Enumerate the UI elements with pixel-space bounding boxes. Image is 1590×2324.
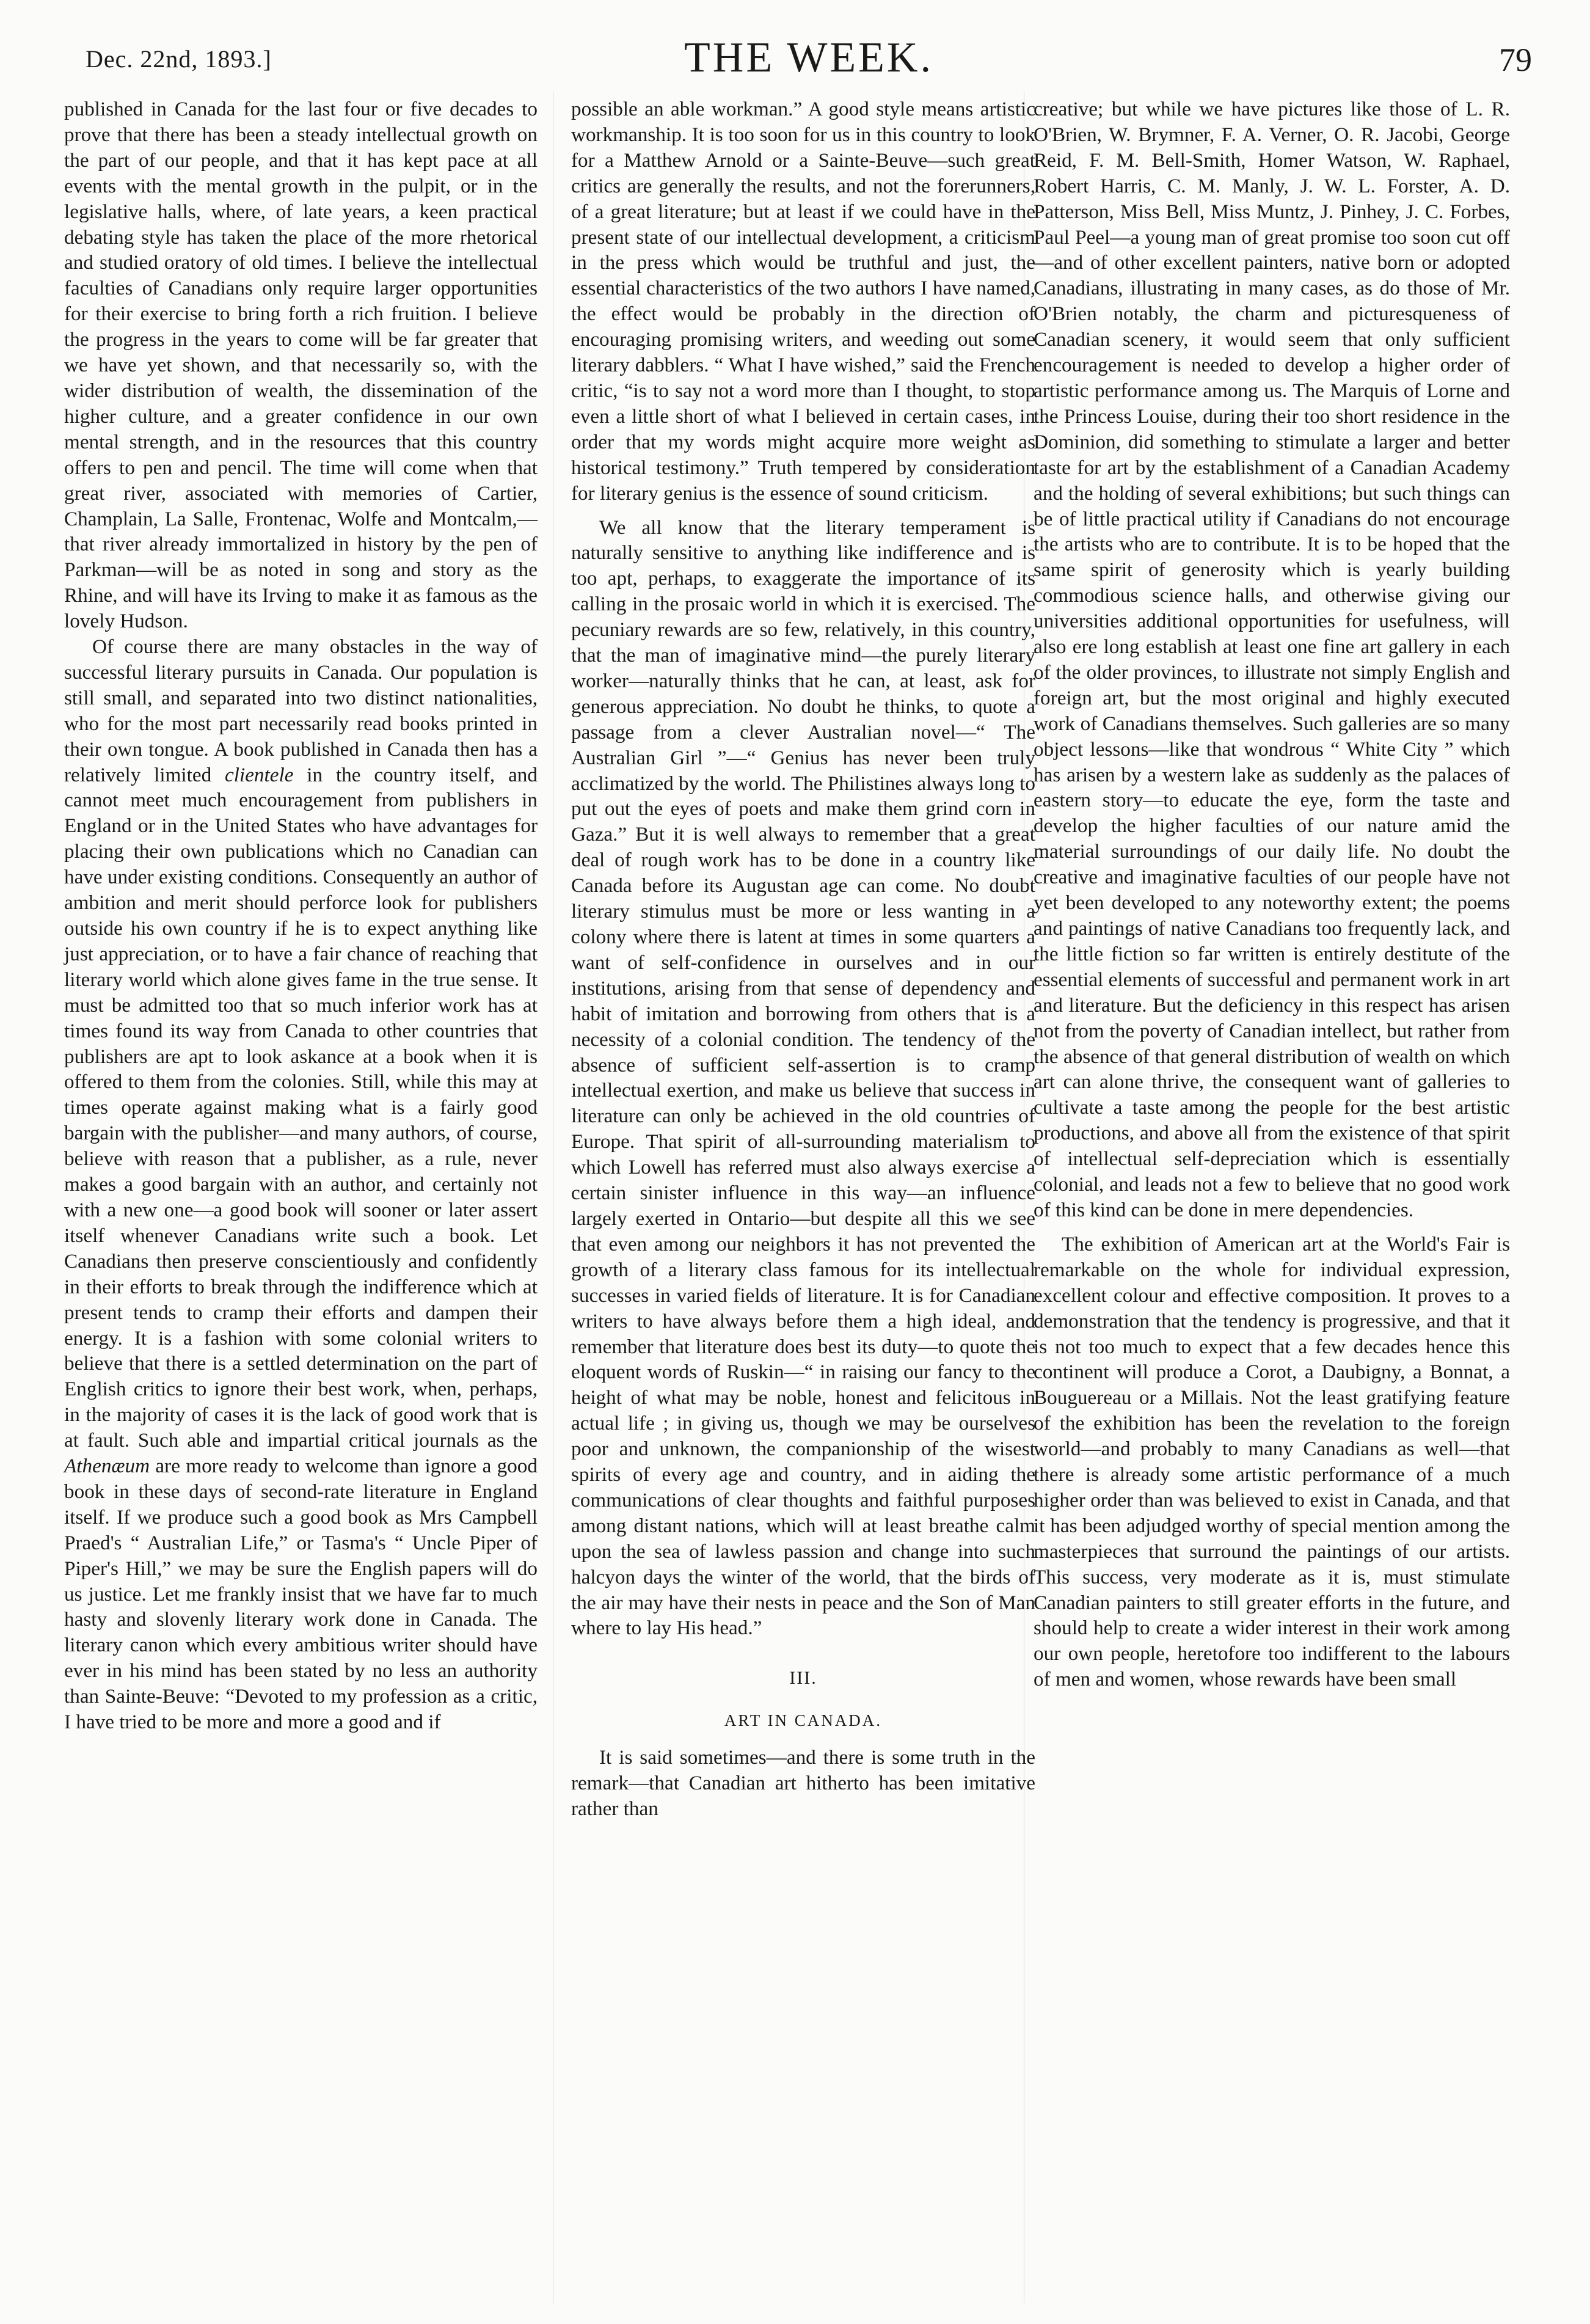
- header-date: Dec. 22nd, 1893.]: [86, 45, 272, 73]
- publication-title: THE WEEK.: [684, 34, 933, 81]
- paragraph: It is said sometimes—and there is some truth in the remark—that Canadian art hitherto has been imitative rather than: [571, 1746, 1035, 1820]
- page-header: [86, 34, 1532, 89]
- paragraph: creative; but while we have pictures like those of L. R. O'Brien, W. Brymner, F. A. Verner, O. R. Jacobi, George Reid, F. M. Bell-Smith, Homer Watson, W. Raphael, Robert Harris, C. M. Manly, J. W. L. Forster, A. D. Patterson, Miss Bell, Miss Muntz, J. Pinhey, J. C. Forbes, Paul Peel—a young man of great promise too soon cut off—and of other excellent painters, native born or adopted Canadians, illustrating in many cases, as do those of Mr. O'Brien notably, the charm and picturesqueness of Canadian scenery, it would seem that only sufficient encouragement is needed to develop a higher order of artistic performance among us. The Marquis of Lorne and the Princess Louise, during their too short residence in the Dominion, did something to stimulate a larger and better taste for art by the establishment of a Canadian Academy and the holding of several exhibitions; but such things can be of little practical utility if Canadians do not encourage the artists who are to contribute. It is to be hoped that the same spirit of generosity which is yearly building commodious science halls, and otherwise giving our universities additional opportunities for usefulness, will also ere long establish at least one fine art gallery in each of the older provinces, to illustrate not simply English and foreign art, but the most original and highly executed work of Canadians themselves. Such galleries are so many object lessons—like that wondrous “ White City ” which has arisen by a western lake as suddenly as the palaces of eastern story—to educate the eye, form the taste and develop the higher faculties of our nature amid the material surroundings of our daily life. No doubt the creative and imaginative faculties of our people have not yet been developed to any noteworthy extent; the poems and paintings of native Canadians too frequently lack, and the little fiction so far written is entirely destitute of the essential elements of successful and permanent work in art and literature. But the deficiency in this respect has arisen not from the poverty of Canadian intellect, but rather from the absence of that general distribution of wealth on which art can alone thrive, the consequent want of galleries to cultivate a taste among the people for the best artistic productions, and above all from the existence of that spirit of intellectual self-depreciation which is essentially colonial, and leads not a few to believe that no good work of this kind can be done in mere dependencies.: [1034, 98, 1510, 1221]
- column-2: [571, 97, 1035, 1822]
- paragraph: possible an able workman.” A good style means artistic workmanship. It is too soon for us in this country to look for a Matthew Arnold or a Sainte-Beuve—such great critics are generally the results, and not the forerunners, of a great literature; but at least if we could have in the present state of our intellectual development, a criticism in the press which would be truthful and just, the essential characteristics of the two authors I have named, the effect would be probably in the direction of encouraging promising writers, and weeding out some literary dabblers. “ What I have wished,” said the French critic, “is to say not a word more than I thought, to stop even a little short of what I believed in certain cases, in order that my words might acquire more weight as historical testimony.” Truth tempered by consideration for literary genius is the essence of sound criticism.: [571, 98, 1035, 505]
- page-number: 79: [1499, 42, 1532, 78]
- paragraph: published in Canada for the last four or five decades to prove that there has been a steady intellectual growth on the part of our people, and that it has kept pace at all events with the mental growth in the pulpit, or in the legislative halls, where, of late years, a keen practical debating style has taken the place of the more rhetorical and studied oratory of old times. I believe the intellectual faculties of Canadians only require larger opportunities for their exercise to bring forth a rich fruition. I believe the progress in the years to come will be far greater that we have yet shown, and that necessarily so, with the wider distribution of wealth, the dissemination of the higher culture, and a greater confidence in our own mental strength, and in the resources that this country offers to pen and pencil. The time will come when that great river, associated with memories of Cartier, Champlain, La Salle, Frontenac, Wolfe and Montcalm,—that river already immortalized in history by the pen of Parkman—will be as noted in song and story as the Rhine, and will have its Irving to make it as famous as the lovely Hudson.: [64, 98, 538, 633]
- section-heading: ART IN CANADA.: [724, 1711, 883, 1730]
- paragraph: The exhibition of American art at the World's Fair is remarkable on the whole for individual expression, excellent colour and effective composition. It proves to a demonstration that the tendency is progressive, and that it is not too much to expect that a few decades hence this continent will produce a Corot, a Daubigny, a Bonnat, a Bouguereau or a Millais. Not the least gratifying feature of the exhibition has been the revelation to the foreign world—and probably to many Canadians as well—that there is already some artistic performance of a much higher order than was believed to exist in Canada, and that it has been adjudged worthy of special mention among the masterpieces that surround the paintings of our artists. This success, very moderate as it is, must stimulate Canadian painters to still greater efforts in the future, and should help to create a wider interest in their work among our own people, heretofore too indifferent to the labours of men and women, whose rewards have been small: [1034, 1232, 1510, 1691]
- paragraph: We all know that the literary temperament is naturally sensitive to anything like indifference and is too apt, perhaps, to exaggerate the importance of its calling in the prosaic world in which it is exercised. The pecuniary rewards are so few, relatively, in this country, that the man of imaginative mind—the purely literary worker—naturally thinks that he can, at least, ask for generous appreciation. No doubt he thinks, to quote a passage from a clever Australian novel—“ The Australian Girl ”—“ Genius has never been truly acclimatized by the world. The Philistines always long to put out the eyes of poets and make them grind corn in Gaza.” But it is well always to remember that a great deal of rough work has to be done in a country like Canada before its Augustan age can come. No doubt literary stimulus must be more or less wanting in a colony where there is latent at times in some quarters a want of self-confidence in ourselves and in our institutions, arising from that sense of dependency and habit of imitation and borrowing from others that is a necessity of a colonial condition. The tendency of the absence of sufficient self-assertion is to cramp intellectual exertion, and make us believe that success in literature can only be achieved in the old countries of Europe. That spirit of all-surrounding materialism to which Lowell has referred must also always exercise a certain sinister influence in this way—an influence largely exerted in Ontario—but despite all this we see that even among our neighbors it has not prevented the growth of a literary class famous for its intellectual successes in varied fields of literature. It is for Canadian writers to have always before them a high ideal, and remember that literature does best its duty—to quote the eloquent words of Ruskin—“ in raising our fancy to the height of what may be noble, honest and felicitous in actual life ; in giving us, though we may be ourselves poor and unknown, the companionship of the wisest spirits of every age and country, and in aiding the communications of clear thoughts and faithful purposes among distant nations, which will at least breathe calm upon the sea of lawless passion and change into such halcyon days the winter of the world, that the birds of the air may have their nests in peace and the Son of Man where to lay His head.”: [571, 516, 1035, 1640]
- section-number: III.: [789, 1668, 817, 1689]
- column-3: [1034, 97, 1510, 1692]
- paragraph: Of course there are many obstacles in the way of successful literary pursuits in Canada. Our population is still small, and separated into two distinct nationalities, who for the most part necessarily read books printed in their own tongue. A book published in Canada then has a relatively limited clientele in the country itself, and cannot meet much encouragement from publishers in England or in the United States who have advantages for placing their own publications which no Canadian can have under existing conditions. Consequently an author of ambition and merit should perforce look for publishers outside his own country if he is to expect anything like just appreciation, or to have a fair chance of reaching that literary world which alone gives fame in the true sense. It must be admitted too that so much inferior work has at times found its way from Canada to other countries that publishers are apt to look askance at a book when it is offered to them from the colonies. Still, while this may at times operate against making what is a fairly good bargain with the publisher—and many authors, of course, believe with reason that a publisher, as a rule, never makes a good bargain with an author, and certainly not with a new one—a good book will sooner or later assert itself whenever Canadians write such a book. Let Canadians then preserve conscientiously and confidently in their efforts to break through the indifference which at present tends to cramp their efforts and dampen their energy. It is a fashion with some colonial writers to believe that there is a settled determination on the part of English critics to ignore their best work, when, perhaps, in the majority of cases it is the lack of good work that is at fault. Such able and impartial critical journals as the Athenæum are more ready to welcome than ignore a good book in these days of second-rate literature in England itself. If we produce such a good book as Mrs Campbell Praed's “ Australian Life,” or Tasma's “ Uncle Piper of Piper's Hill,” we may be sure the English papers will do us justice. Let me frankly insist that we have far to much hasty and slovenly literary work done in Canada. The literary canon which every ambitious writer should have ever in his mind has been stated by no less an authority than Sainte-Beuve: “Devoted to my profession as a critic, I have tried to be more and more a good and if: [64, 635, 538, 1734]
- column-1: [64, 97, 538, 1735]
